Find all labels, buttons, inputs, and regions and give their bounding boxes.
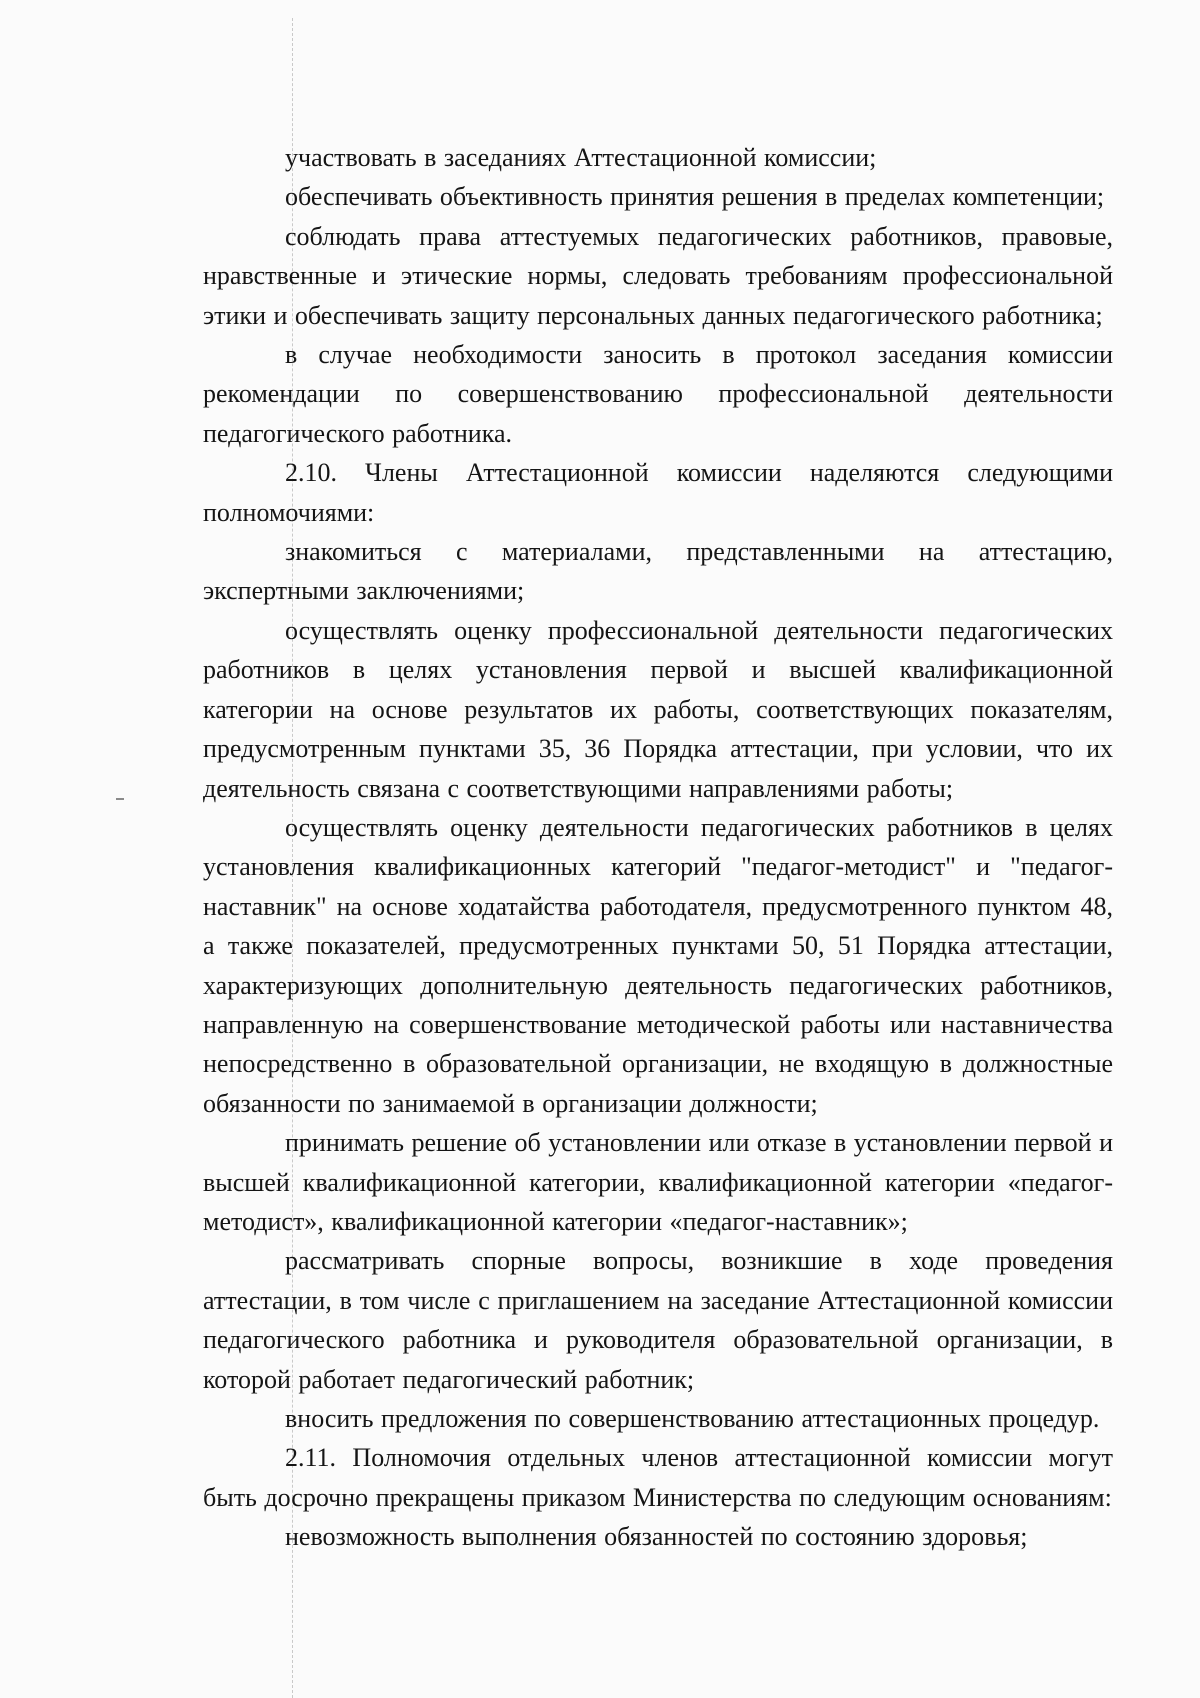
paragraph-6: знакомиться с материалами, представленными на аттестацию, экспертными заключениями; — [203, 537, 1113, 606]
paragraph-1: участвовать в заседаниях Аттестационной комиссии; — [285, 143, 877, 172]
paragraph-2: обеспечивать объективность принятия решения в пределах компетенции; — [285, 182, 1105, 212]
paragraph-8: осуществлять оценку деятельности педагогических работников в целях установления квалификационных категорий "педагог-методист" и "педагог-наставник" на основе ходатайства работодателя, предусмотренного пунктом 48, а также показателей, предусмотренных пунктами 50, 51 Порядка аттестации, характеризующих дополнительную деятельность педагогических работников, направленную на совершенствование методической работы или наставничества непосредственно в образовательной организации, не входящую в должностные обязанности по занимаемой в организации должности; — [203, 812, 1113, 1118]
paragraph-9: принимать решение об установлении или отказе в установлении первой и высшей квалификационной категории, квалификационной категории «педагог-методист», квалификационной категории «педагог-наставник»; — [203, 1128, 1114, 1236]
paragraph-4: в случае необходимости заносить в протокол заседания комиссии рекомендации по совершенствованию профессиональной деятельности педагогического работника. — [203, 340, 1113, 448]
paragraph-5: 2.10. Члены Аттестационной комиссии наделяются следующими полномочиями: — [203, 458, 1113, 527]
paragraph-12: 2.11. Полномочия отдельных членов аттестационной комиссии могут быть досрочно прекращены приказом Министерства по следующим основаниям: — [203, 1443, 1113, 1512]
scan-artifact-mark — [116, 798, 124, 800]
paragraph-11: вносить предложения по совершенствованию аттестационных процедур. — [285, 1404, 1100, 1433]
paragraph-3: соблюдать права аттестуемых педагогических работников, правовые, нравственные и этические нормы, следовать требованиям профессиональной этики и обеспечивать защиту персональных данных педагогического работника; — [203, 221, 1113, 330]
paragraph-13: невозможность выполнения обязанностей по состоянию здоровья; — [285, 1522, 1028, 1552]
paragraph-10: рассматривать спорные вопросы, возникшие в ходе проведения аттестации, в том числе с приглашением на заседание Аттестационной комиссии педагогического работника и руководителя образовательной организации, в которой работает педагогический работник; — [203, 1246, 1113, 1394]
paragraph-7: осуществлять оценку профессиональной деятельности педагогических работников в целях установления первой и высшей квалификационной категории на основе результатов их работы, соответствующих показателям, предусмотренным пунктами 35, 36 Порядка аттестации, при условии, что их деятельность связана с соответствующими направлениями работы; — [203, 615, 1113, 803]
document-body — [203, 138, 1113, 1557]
